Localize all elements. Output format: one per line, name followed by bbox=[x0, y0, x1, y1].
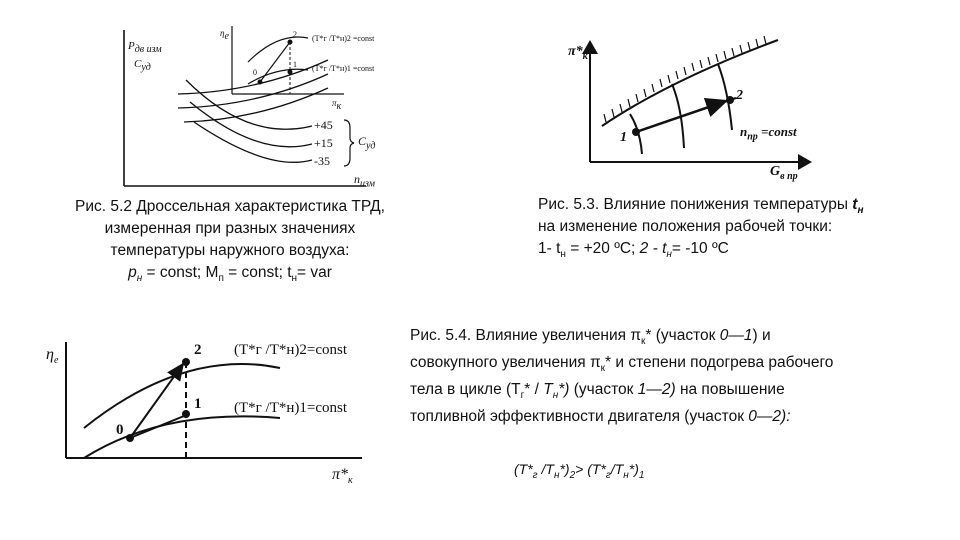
figure-5-2 bbox=[108, 22, 398, 194]
inset-point-1 bbox=[288, 70, 293, 75]
inset-point-2 bbox=[288, 40, 293, 45]
temp-label-1: +45 bbox=[314, 118, 333, 132]
x-axis-label: $G_{в пр}$ bbox=[770, 164, 798, 182]
y-axis-label-2: $C_{уд}$ bbox=[134, 58, 151, 74]
curve-2-label: (T*г /T*н)2=const bbox=[234, 342, 348, 358]
move-arrow bbox=[636, 101, 726, 132]
caption-5-3-line2: на изменение положения рабочей точки: bbox=[538, 218, 833, 235]
curve-b bbox=[178, 74, 328, 108]
cud-curve-2 bbox=[190, 102, 312, 147]
caption-5-2-line1: Рис. 5.2 Дроссельная характеристика ТРД, bbox=[75, 198, 385, 215]
point-1-label: 1 bbox=[620, 130, 627, 145]
inset-y-label: $\eta_e$ bbox=[220, 28, 229, 42]
y-axis-label: $\eta_e$ bbox=[46, 346, 59, 367]
bracket bbox=[344, 120, 354, 166]
cud-curve-3 bbox=[194, 122, 312, 162]
inset-curve-2-label: (T*г /T*н)2 =const bbox=[312, 34, 375, 43]
x-axis-label: $n_{изм}$ bbox=[354, 172, 376, 190]
temp-label-3: -35 bbox=[314, 154, 330, 168]
caption-5-4-line2: совокупного увеличения $\pi_к*$ и степени подогрева рабочего bbox=[410, 354, 834, 375]
figure-5-3 bbox=[560, 30, 820, 186]
inset-point-0 bbox=[258, 80, 263, 85]
point-2 bbox=[182, 358, 190, 366]
figure-5-4 bbox=[44, 338, 384, 494]
caption-5-3 bbox=[538, 194, 948, 260]
point-1 bbox=[182, 410, 190, 418]
caption-5-3-line1: Рис. 5.3. Влияние понижения температуры $t_н$ bbox=[538, 196, 864, 217]
curve-1 bbox=[84, 416, 280, 458]
inset-point-2-label: 2 bbox=[293, 30, 297, 39]
speed-line-label: $n_{пр}$ =const bbox=[740, 124, 797, 143]
caption-5-2-line3: температуры наружного воздуха: bbox=[110, 242, 350, 259]
point-0 bbox=[126, 434, 134, 442]
y-axis-label: $\pi*_к$ bbox=[568, 44, 588, 62]
curve-a bbox=[178, 60, 328, 94]
point-1-label: 1 bbox=[194, 396, 202, 412]
figure-5-3-diagram bbox=[560, 30, 820, 186]
inset-x-label: $\pi_к$ bbox=[332, 98, 342, 112]
caption-5-3-line3: 1- $t_н = +20$ ºC; $2 - t_н= -10$ ºC bbox=[538, 240, 729, 261]
caption-5-4 bbox=[410, 322, 930, 430]
formula: ($T*_г$ $/T_н*)_2> (T*_г/T_н*)_1$ bbox=[514, 461, 645, 481]
inset-point-1-label: 1 bbox=[293, 60, 297, 69]
x-axis-label: $\pi*_к$ bbox=[332, 466, 353, 487]
caption-5-2 bbox=[40, 196, 420, 284]
point-2-label: 2 bbox=[736, 88, 743, 103]
caption-5-4-line4: топливной эффективности двигателя (участок 0—2): bbox=[410, 408, 791, 425]
caption-5-4-line3: тела в цикле $(Т_г* / Т_н*)$ (участок 1—2) на повышение bbox=[410, 381, 785, 402]
point-1 bbox=[632, 128, 640, 136]
caption-5-2-line4: $p_н$ = const; $M_п$ = const; $t_н=$ var bbox=[128, 264, 332, 285]
point-2-label: 2 bbox=[194, 342, 202, 358]
bracket-label: $C_{уд}$ bbox=[358, 134, 376, 152]
curve-1-label: (T*г /T*н)1=const bbox=[234, 400, 348, 416]
caption-5-4-line1: Рис. 5.4. Влияние увеличения $\pi_к*$ (участок 0—1) и bbox=[410, 327, 771, 348]
temp-label-2: +15 bbox=[314, 136, 333, 150]
inset-curve-1-label: (T*г /T*н)1 =const bbox=[312, 64, 375, 73]
inset-point-0-label: 0 bbox=[253, 68, 257, 77]
curve-c bbox=[184, 88, 328, 122]
y-axis-label: $P_{дв изм}$ bbox=[128, 40, 162, 56]
caption-5-2-line2: измеренная при разных значениях bbox=[104, 220, 356, 237]
point-2 bbox=[726, 96, 734, 104]
curve-2 bbox=[84, 364, 280, 428]
point-0-label: 0 bbox=[116, 422, 124, 438]
